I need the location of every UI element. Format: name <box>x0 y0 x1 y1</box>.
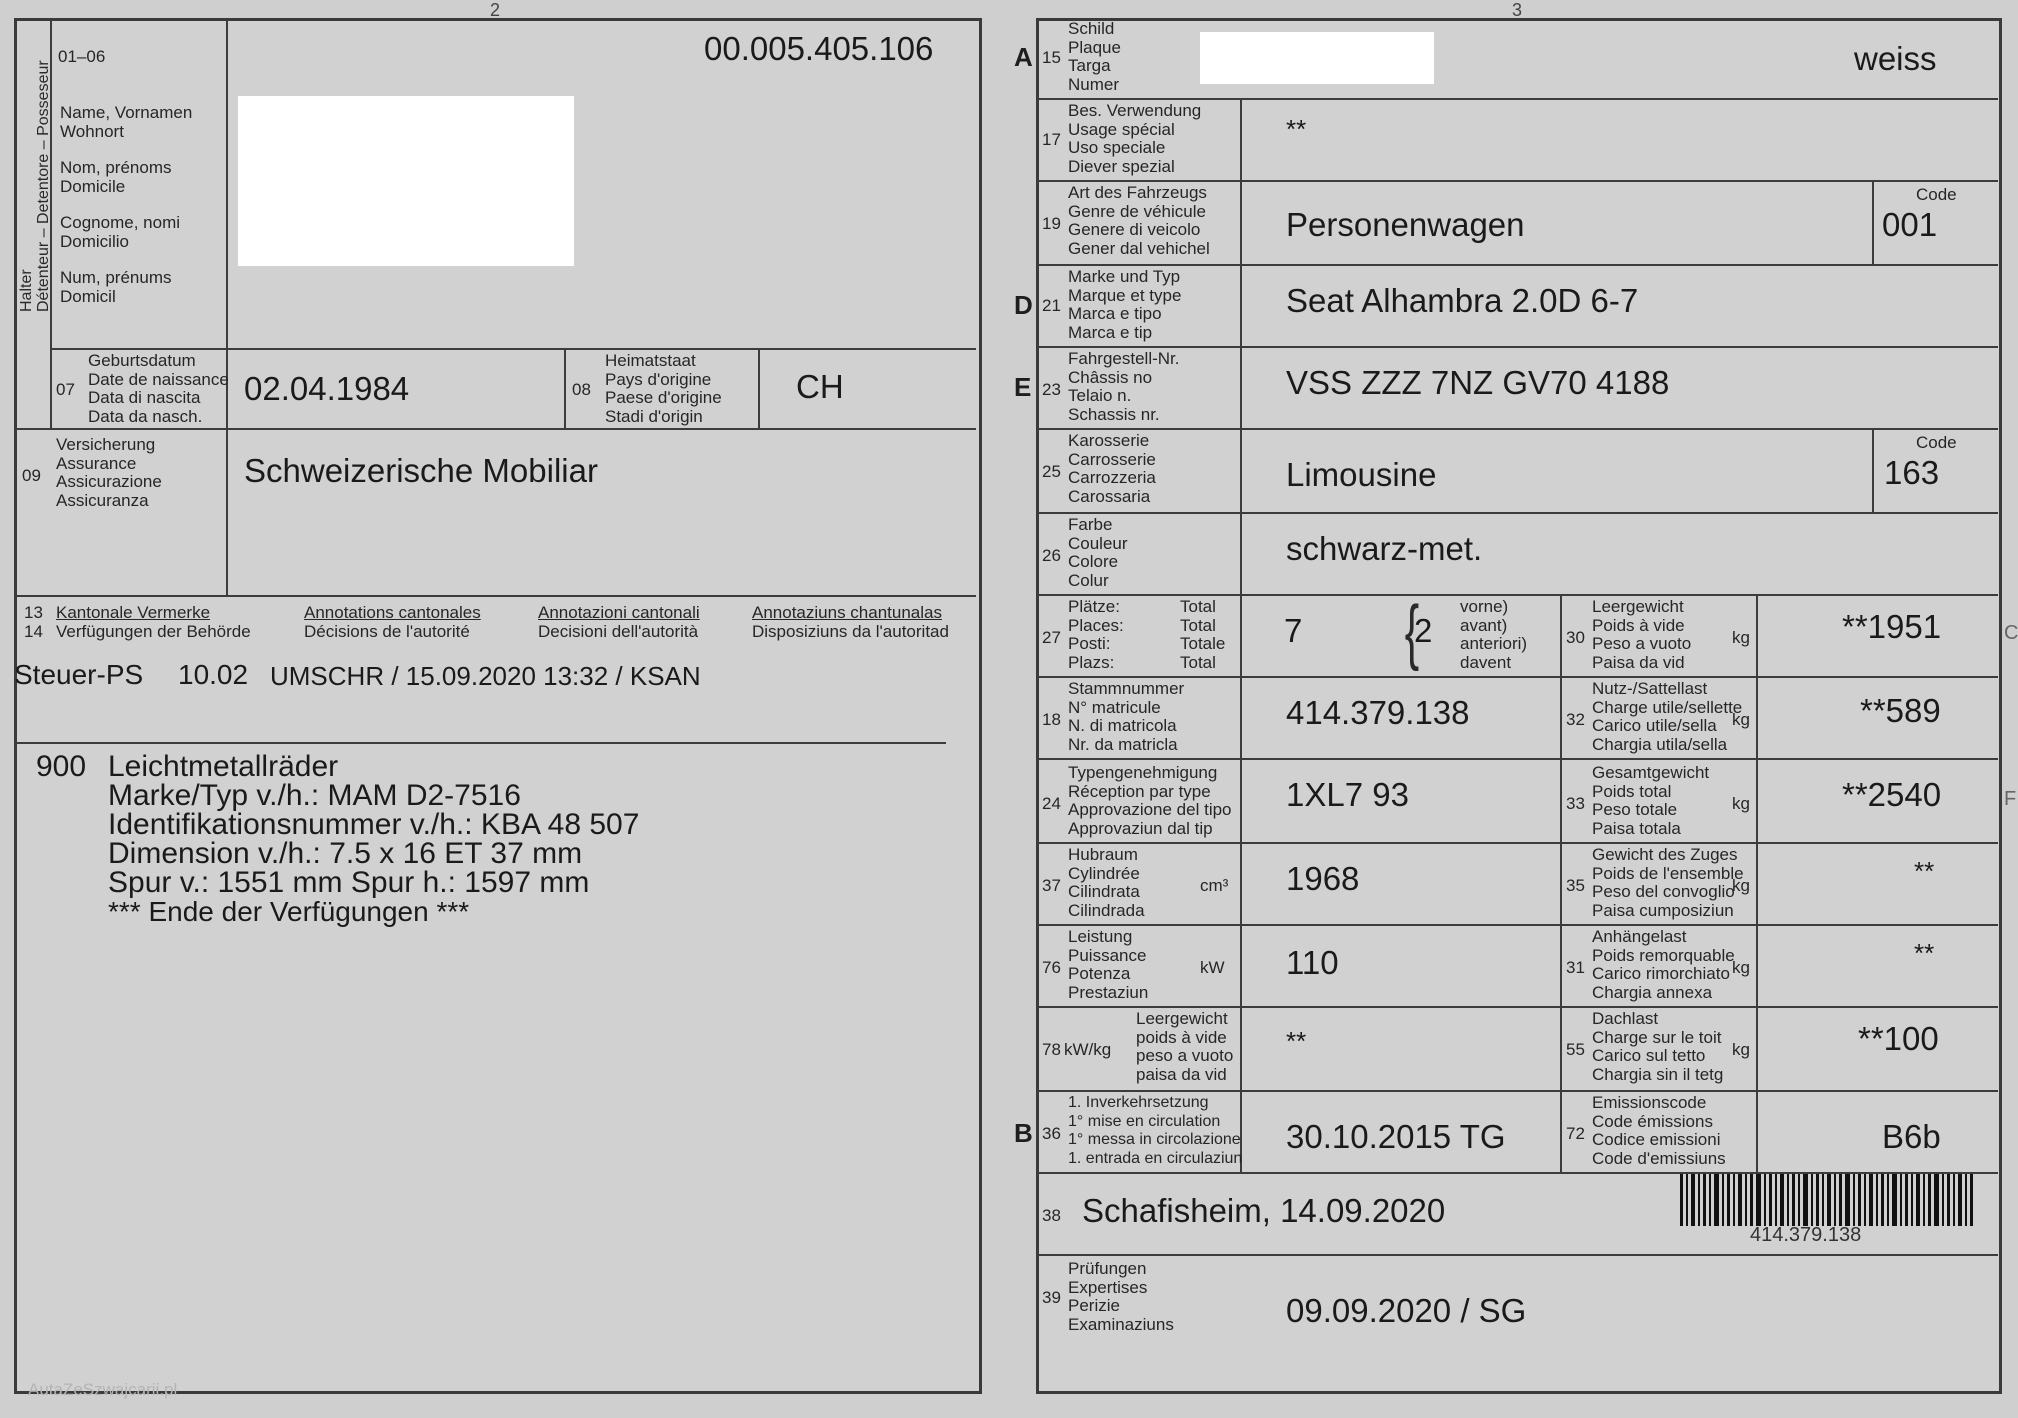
f35-number: 35 <box>1566 876 1585 895</box>
row-line-18 <box>1038 758 1998 760</box>
f25-value: Limousine <box>1286 456 1437 493</box>
document-number: 00.005.405.106 <box>704 30 934 67</box>
section-letter-a: A <box>1014 42 1033 72</box>
birth-labels: Geburtsdatum Date de naissance Data di nascita Data da nasch. <box>88 351 229 426</box>
left-line-4 <box>16 742 946 744</box>
f19-value: Personenwagen <box>1286 206 1525 243</box>
f35-unit: kg <box>1732 876 1750 895</box>
f26-labels: Farbe Couleur Colore Colur <box>1068 515 1128 590</box>
home-country-value: CH <box>796 368 844 405</box>
note-line-5: Spur v.: 1551 mm Spur h.: 1597 mm <box>108 866 590 899</box>
row-line-27 <box>1038 676 1998 678</box>
holder-labels: Name, Vornamen Wohnort Nom, prénoms Domicile Cognome, nomi Domicilio Num, prénums Domicil <box>60 103 193 306</box>
f27-total-labels: Total Total Totale Total <box>1180 597 1226 672</box>
row-line-26 <box>1038 594 1998 596</box>
f55-number: 55 <box>1566 1040 1585 1059</box>
remarks-numbers: 13 14 <box>24 603 43 641</box>
f72-value: B6b <box>1882 1118 1941 1155</box>
left-home-divider <box>758 348 760 428</box>
right-label-divider <box>1240 98 1242 1172</box>
note-line-2: Marke/Typ v./h.: MAM D2-7516 <box>108 779 521 812</box>
f30-number: 30 <box>1566 628 1585 647</box>
f37-labels: Hubraum Cylindrée Cilindrata Cilindrada <box>1068 845 1145 920</box>
birth-date-value: 02.04.1984 <box>244 370 410 407</box>
f31-value: ** <box>1914 938 1935 968</box>
insurance-field-number: 09 <box>22 466 41 485</box>
redacted-plate-number <box>1200 32 1434 84</box>
f37-number: 37 <box>1042 876 1061 895</box>
f31-unit: kg <box>1732 958 1750 977</box>
f27-front-value: 2 <box>1414 612 1433 649</box>
f30-labels: Leergewicht Poids à vide Peso a vuoto Paisa da vid <box>1592 597 1692 672</box>
f55-labels: Dachlast Charge sur le toit Carico sul tetto Chargia sin il tetg <box>1592 1009 1724 1084</box>
section-letter-e: E <box>1014 372 1032 402</box>
f76-unit: kW <box>1200 958 1225 977</box>
f25-code-label: Code <box>1916 433 1957 452</box>
note-line-6: *** Ende der Verfügungen *** <box>108 896 470 927</box>
f76-value: 110 <box>1286 944 1339 981</box>
home-field-number: 08 <box>572 380 591 399</box>
f21-value: Seat Alhambra 2.0D 6-7 <box>1286 282 1639 319</box>
f36-number: 36 <box>1042 1124 1061 1143</box>
watermark: AutaZeSzwajcarii.pl <box>28 1380 178 1399</box>
f76-number: 76 <box>1042 958 1061 977</box>
f30-unit: kg <box>1732 628 1750 647</box>
f25-labels: Karosserie Carrosserie Carrozzeria Carossaria <box>1068 431 1156 506</box>
row-line-24 <box>1038 842 1998 844</box>
f18-value: 414.379.138 <box>1286 694 1470 731</box>
margin-mark-3: 3 <box>1512 0 1523 20</box>
note-line-3: Identifikationsnummer v./h.: KBA 48 507 <box>108 808 640 841</box>
f21-number: 21 <box>1042 296 1061 315</box>
right-mid-divider <box>1560 594 1562 1172</box>
row-line-25 <box>1038 512 1998 514</box>
f39-value: 09.09.2020 / SG <box>1286 1292 1527 1329</box>
code-divider-19 <box>1872 180 1874 264</box>
left-birth-divider <box>564 348 566 428</box>
insurance-value: Schweizerische Mobiliar <box>244 452 598 489</box>
f27-front-bracket: { <box>1404 592 1420 672</box>
margin-mark-c: C <box>2004 622 2018 644</box>
f37-unit: cm³ <box>1200 876 1229 895</box>
note-line-1: Leichtmetallräder <box>108 750 339 783</box>
f24-labels: Typengenehmigung Réception par type Approvazione del tipo Approvaziun dal tip <box>1068 763 1232 838</box>
code-divider-25 <box>1872 428 1874 512</box>
right-mid-divider-2 <box>1756 594 1758 1172</box>
row-line-38 <box>1038 1254 1998 1256</box>
f38-number: 38 <box>1042 1206 1061 1225</box>
row-line-19 <box>1038 264 1998 266</box>
f78-value: ** <box>1286 1026 1307 1056</box>
f35-value: ** <box>1914 856 1935 886</box>
f76-labels: Leistung Puissance Potenza Prestaziun <box>1068 927 1149 1002</box>
f18-number: 18 <box>1042 710 1061 729</box>
f26-value: schwarz-met. <box>1286 530 1483 567</box>
left-divider-vertical <box>226 20 228 595</box>
f32-number: 32 <box>1566 710 1585 729</box>
remarks-header-rm: Annotaziuns chantunalas Disposiziuns da l'autoritad <box>752 603 949 641</box>
f19-number: 19 <box>1042 214 1061 233</box>
remarks-header-de: Kantonale Vermerke Verfügungen der Behörde <box>56 603 251 641</box>
f15-number: 15 <box>1042 48 1061 67</box>
home-labels: Heimatstaat Pays d'origine Paese d'origine Stadi d'origin <box>605 351 722 426</box>
steuer-value: 10.02 <box>178 659 249 690</box>
f78-unit: kW/kg <box>1064 1040 1112 1059</box>
f17-value: ** <box>1286 114 1307 144</box>
steuer-note: UMSCHR / 15.09.2020 13:32 / KSAN <box>270 661 701 691</box>
f36-labels: 1. Inverkehrsetzung 1° mise en circulation 1° messa in circolazione 1. entrada en circulaziun <box>1068 1094 1243 1167</box>
f27-value: 7 <box>1284 612 1303 649</box>
left-line-1 <box>50 348 976 350</box>
f33-number: 33 <box>1566 794 1585 813</box>
f27-front-labels: vorne) avant) anteriori) davent <box>1460 597 1528 672</box>
f25-code-value: 163 <box>1884 454 1940 491</box>
f24-value: 1XL7 93 <box>1286 776 1409 813</box>
f31-labels: Anhängelast Poids remorquable Carico rimorchiato Chargia annexa <box>1592 927 1735 1002</box>
f19-code-value: 001 <box>1882 206 1938 243</box>
remarks-header-fr: Annotations cantonales Décisions de l'autorité <box>304 603 481 641</box>
f19-labels: Art des Fahrzeugs Genre de véhicule Genere di veicolo Gener dal vehichel <box>1068 183 1210 258</box>
f78-labels: Leergewicht poids à vide peso a vuoto paisa da vid <box>1136 1009 1234 1084</box>
f17-labels: Bes. Verwendung Usage spécial Uso speciale Diever spezial <box>1068 101 1202 176</box>
f33-value: **2540 <box>1842 776 1942 813</box>
f39-labels: Prüfungen Expertises Perizie Examinaziuns <box>1068 1259 1174 1334</box>
f19-code-label: Code <box>1916 185 1957 204</box>
f27-number: 27 <box>1042 628 1061 647</box>
holder-vertical-label: Halter Détenteur – Detentore – Posseseur <box>18 60 52 312</box>
f18-labels: Stammnummer N° matricule N. di matricola Nr. da matricla <box>1068 679 1185 754</box>
f24-number: 24 <box>1042 794 1061 813</box>
form-code: 01–06 <box>58 47 106 66</box>
f30-value: **1951 <box>1842 608 1942 645</box>
f32-unit: kg <box>1732 710 1750 729</box>
f17-number: 17 <box>1042 130 1061 149</box>
f26-number: 26 <box>1042 546 1061 565</box>
left-line-3 <box>16 595 976 597</box>
redacted-holder-name <box>238 96 574 266</box>
f27-labels: Plätze: Places: Posti: Plazs: <box>1068 597 1124 672</box>
row-line-76 <box>1038 1006 1998 1008</box>
f72-number: 72 <box>1566 1124 1585 1143</box>
f33-labels: Gesamtgewicht Poids total Peso totale Paisa totala <box>1592 763 1710 838</box>
row-line-23 <box>1038 428 1998 430</box>
f55-unit: kg <box>1732 1040 1750 1059</box>
margin-mark-f: F <box>2004 788 2017 810</box>
note-line-4: Dimension v./h.: 7.5 x 16 ET 37 mm <box>108 837 583 870</box>
f55-value: **100 <box>1858 1020 1939 1057</box>
f32-value: **589 <box>1860 692 1941 729</box>
barcode <box>1680 1174 1976 1226</box>
section-letter-d: D <box>1014 290 1033 320</box>
f35-labels: Gewicht des Zuges Poids de l'ensemble Peso del convoglio Paisa cumposiziun <box>1592 845 1744 920</box>
section-letter-b: B <box>1014 1118 1033 1148</box>
f72-labels: Emissionscode Code émissions Codice emissioni Code d'emissiuns <box>1592 1093 1726 1168</box>
row-line-17 <box>1038 180 1998 182</box>
left-line-2 <box>16 428 976 430</box>
insurance-labels: Versicherung Assurance Assicurazione Assicuranza <box>56 435 162 510</box>
f36-value: 30.10.2015 TG <box>1286 1118 1506 1155</box>
f37-value: 1968 <box>1286 860 1360 897</box>
f33-unit: kg <box>1732 794 1750 813</box>
row-line-21 <box>1038 346 1998 348</box>
row-line-37 <box>1038 924 1998 926</box>
row-line-15 <box>1038 98 1998 100</box>
margin-mark-2: 2 <box>490 0 501 20</box>
f23-labels: Fahrgestell-Nr. Châssis no Telaio n. Schassis nr. <box>1068 349 1180 424</box>
birth-field-number: 07 <box>56 380 75 399</box>
f78-number: 78 <box>1042 1040 1061 1059</box>
f21-labels: Marke und Typ Marque et type Marca e tipo Marca e tip <box>1068 267 1182 342</box>
barcode-number: 414.379.138 <box>1750 1224 1862 1246</box>
f39-number: 39 <box>1042 1288 1061 1307</box>
remarks-header-it: Annotazioni cantonali Decisioni dell'autorità <box>538 603 700 641</box>
f15-labels: Schild Plaque Targa Numer <box>1068 19 1121 94</box>
row-line-78 <box>1038 1090 1998 1092</box>
f25-number: 25 <box>1042 462 1061 481</box>
f23-number: 23 <box>1042 380 1061 399</box>
f32-labels: Nutz-/Sattellast Charge utile/sellette Carico utile/sella Chargia utila/sella <box>1592 679 1743 754</box>
f23-value: VSS ZZZ 7NZ GV70 4188 <box>1286 364 1670 401</box>
f15-value: weiss <box>1854 40 1937 77</box>
code-900: 900 <box>36 750 87 783</box>
steuer-label: Steuer-PS <box>14 659 144 690</box>
f31-number: 31 <box>1566 958 1585 977</box>
f38-value: Schafisheim, 14.09.2020 <box>1082 1192 1446 1229</box>
